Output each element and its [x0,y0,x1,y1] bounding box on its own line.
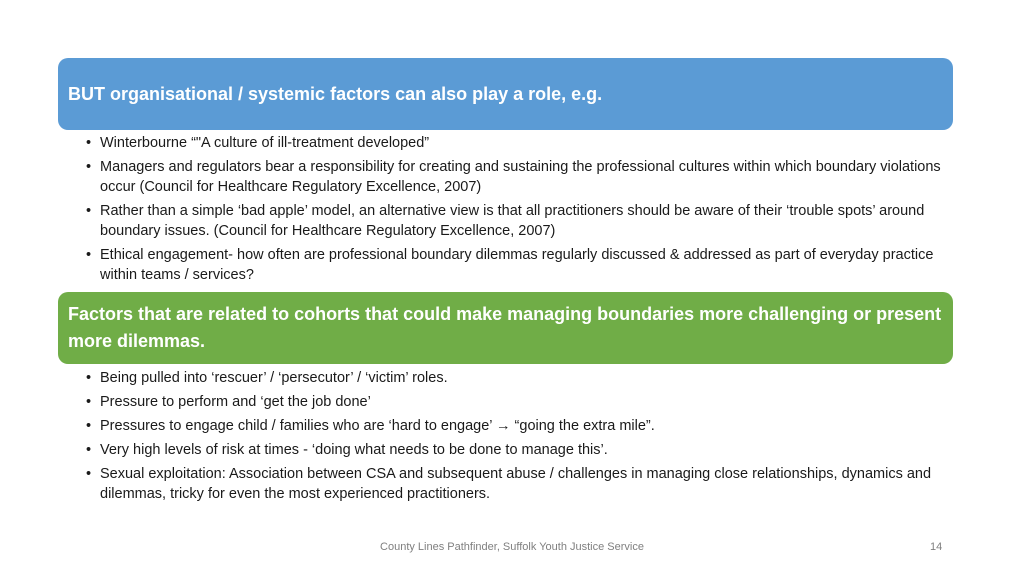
arrow-right-icon: → [496,418,511,434]
list-item [86,416,946,436]
section1-header [58,58,953,130]
section2-title: Factors that are related to cohorts that could make managing boundaries more challenging or present more dilemmas. [68,304,942,351]
list-item: • Being pulled into ‘rescuer’ / ‘persecutor’ / ‘victim’ roles. [86,368,946,388]
page-number: 14 [930,541,943,553]
list-item: • Managers and regulators bear a responsibility for creating and sustaining the professional cultures within which boundary violations occur (Council for Healthcare Regulatory Excellence, 2007) [86,157,946,197]
list-item: • Rather than a simple ‘bad apple’ model, an alternative view is that all practitioners should be aware of their ‘trouble spots’ around boundary issues. (Council for Healthcare Regulatory Excellence, 2007) [86,201,946,241]
list-item: • Pressure to perform and ‘get the job done’ [86,392,946,412]
section1-bullet-list [86,133,946,289]
section2-bullet-list [86,368,946,508]
engage-text-after: “going the extra mile”. [510,418,655,434]
footer-text: County Lines Pathfinder, Suffolk Youth Justice Service [380,541,644,553]
section1-title: BUT organisational / systemic factors can also play a role, e.g. [68,83,603,104]
section2-header [58,292,953,364]
list-item: • Sexual exploitation: Association between CSA and subsequent abuse / challenges in managing close relationships, dynamics and dilemmas, tricky for even the most experienced practitioners. [86,464,946,504]
list-item: • Very high levels of risk at times - ‘doing what needs to be done to manage this’. [86,440,946,460]
list-item: • Winterbourne “"A culture of ill-treatment developed” [86,133,946,153]
engage-text-before: Pressures to engage child / families who are ‘hard to engage’ [100,418,497,434]
list-item: • Ethical engagement- how often are professional boundary dilemmas regularly discussed & addressed as part of everyday practice within teams / services? [86,245,946,285]
